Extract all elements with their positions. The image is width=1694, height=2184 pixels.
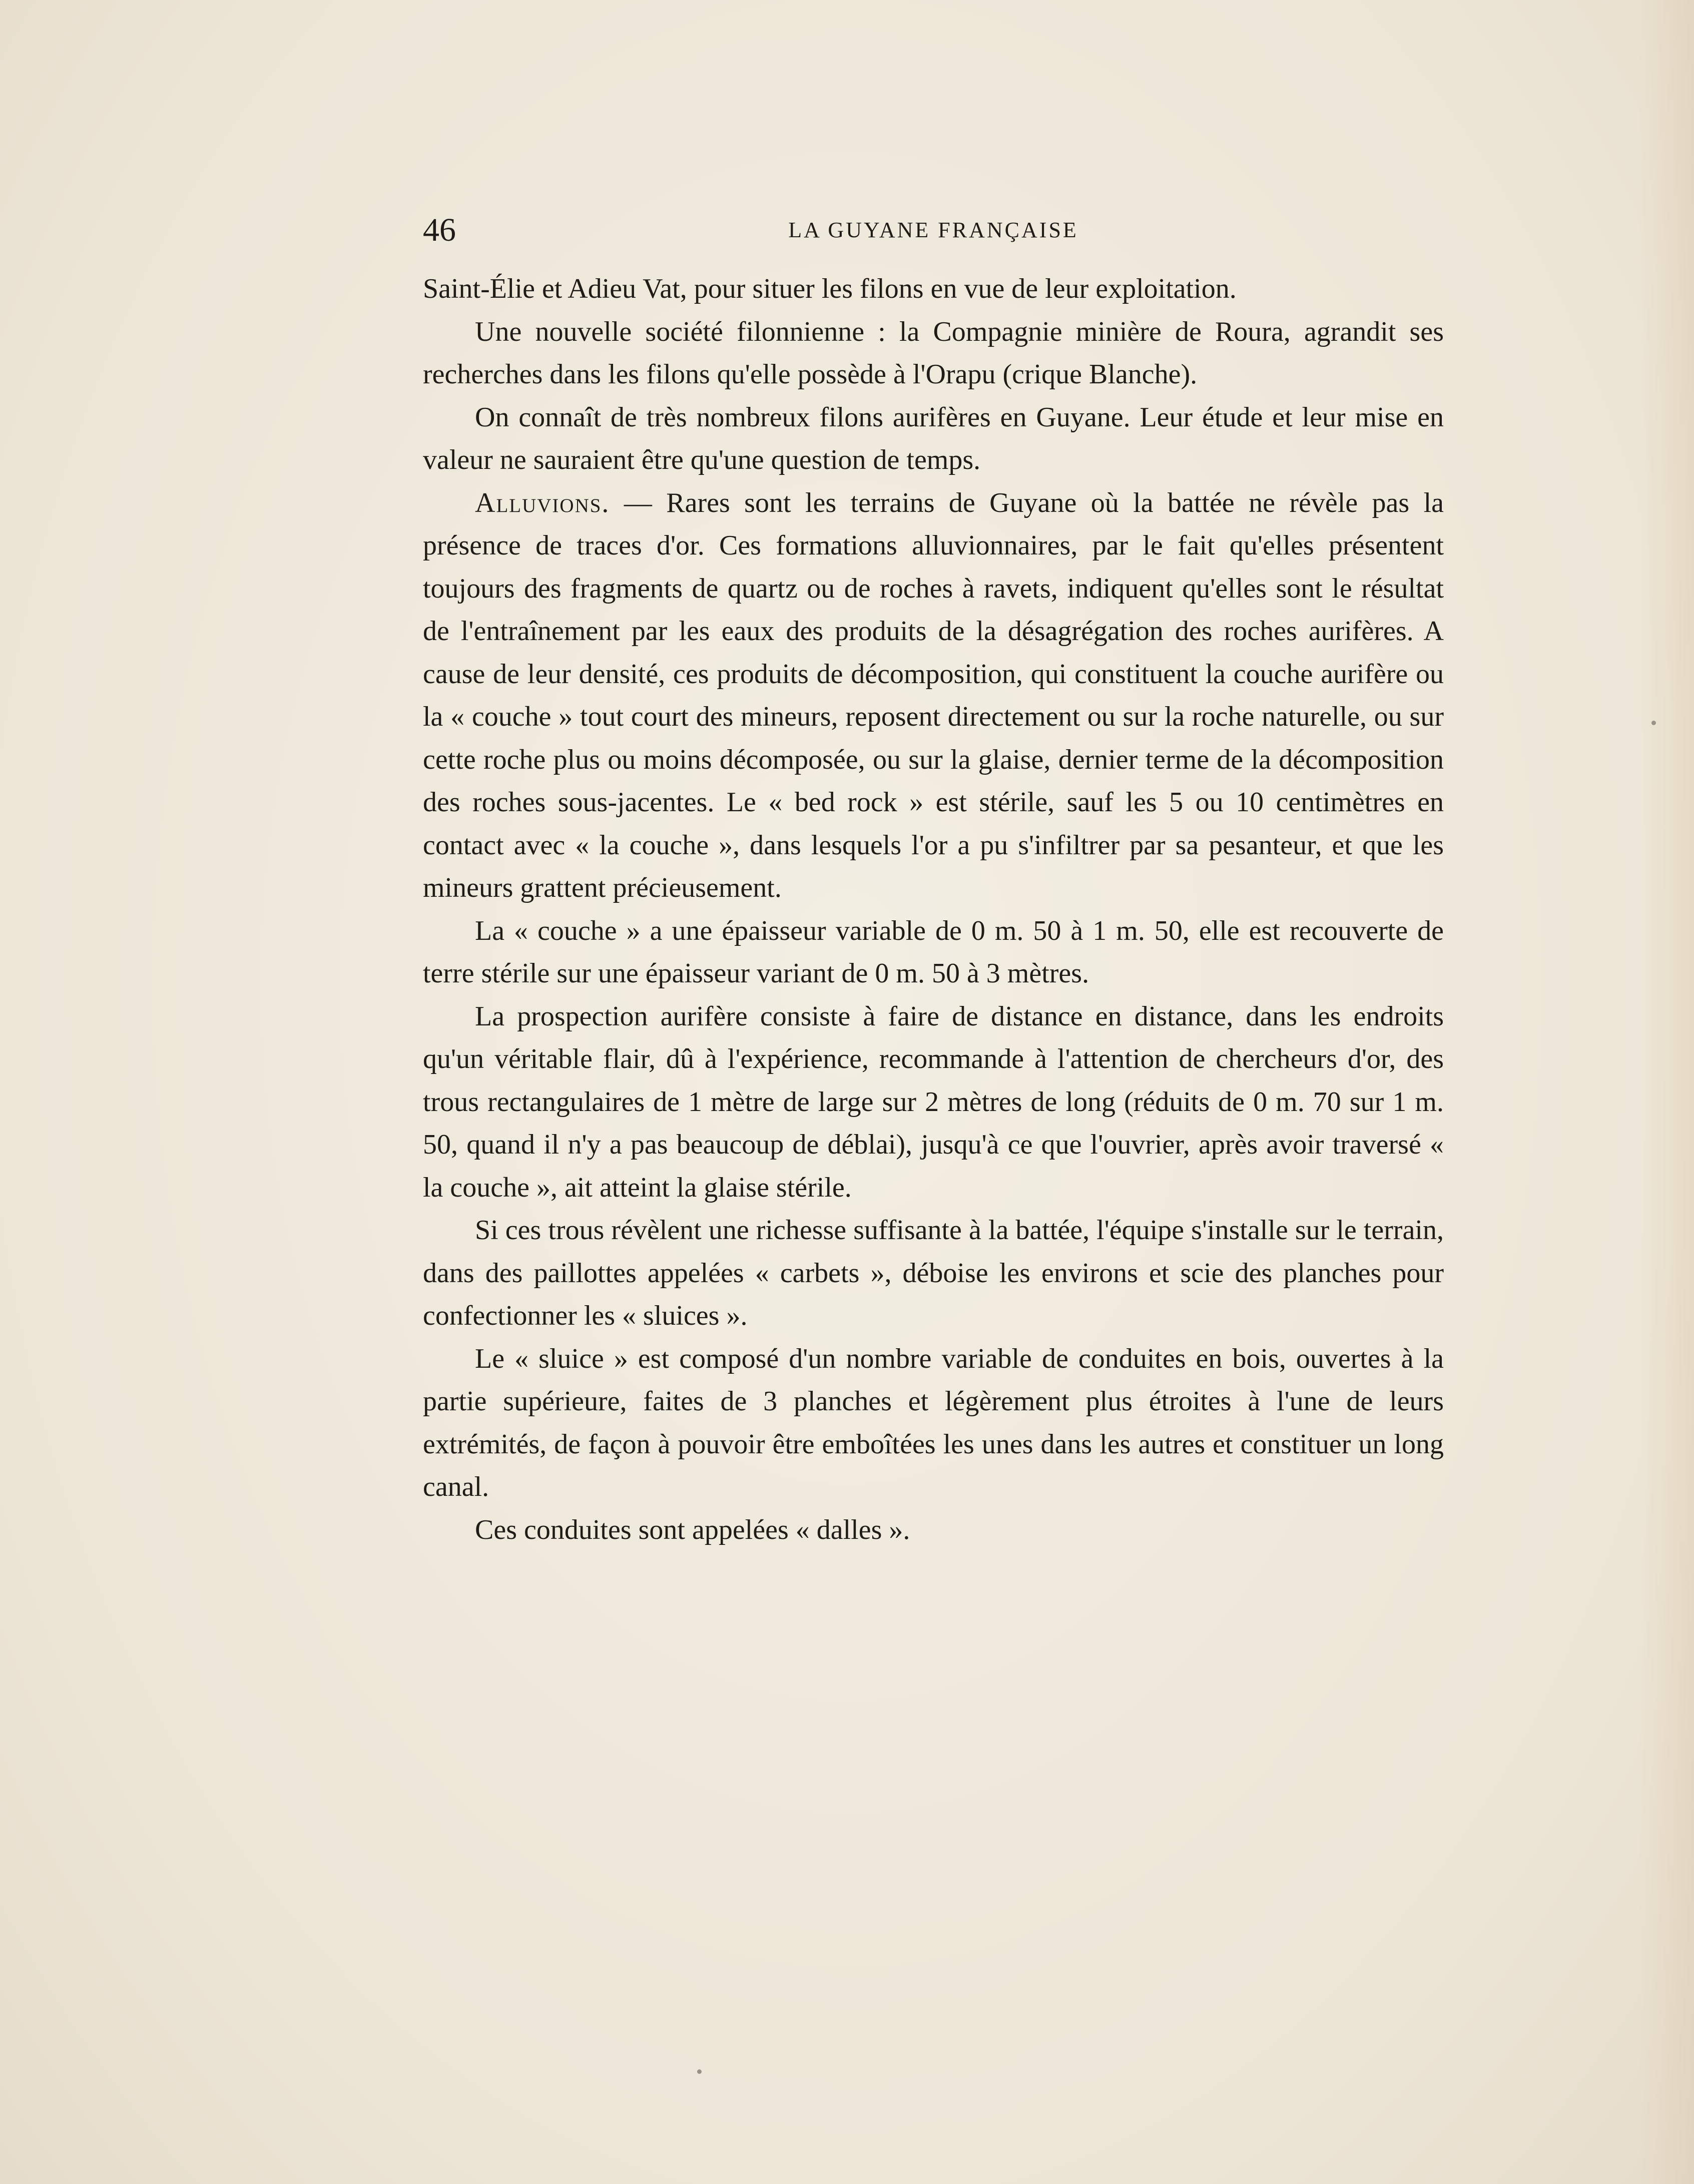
paragraph-dalles: Ces conduites sont appelées « dalles ».: [475, 1514, 910, 1545]
page-edge-shadow: [1639, 0, 1694, 2184]
body-text: [423, 268, 1444, 1551]
paragraph-carbets: Si ces trous révèlent une richesse suffisante à la battée, l'équipe s'installe sur le terrain, dans des paillottes appelées « carbets », déboise les environs et scie des planches pour confectionner les « sluices ».: [423, 1215, 1444, 1331]
running-title: LA GUYANE FRANÇAISE: [788, 218, 1078, 242]
paper-speck: [1651, 721, 1656, 725]
page-number: 46: [423, 212, 456, 248]
paragraph-compagnie-roura: Une nouvelle société filonnienne : la Compagnie minière de Roura, agrandit ses recherches dans les filons qu'elle possède à l'Orapu (crique Blanche).: [423, 316, 1444, 390]
paragraph-sluice: Le « sluice » est composé d'un nombre variable de conduites en bois, ouvertes à la partie supérieure, faites de 3 planches et légèrement plus étroites à l'une de leurs extrémités, de façon à pouvoir être emboîtées les unes dans les autres et constituer un long canal.: [423, 1343, 1444, 1502]
paragraph-prospection: La prospection aurifère consiste à faire de distance en distance, dans les endroits qu'un véritable flair, dû à l'expérience, recommande à l'attention de chercheurs d'or, des trous rectangulaires de 1 mètre de large sur 2 mètres de long (réduits de 0 m. 70 sur 1 m. 50, quand il n'y a pas beaucoup de déblai), jusqu'à ce que l'ouvrier, après avoir traversé « la couche », ait atteint la glaise stérile.: [423, 1000, 1444, 1203]
paper-speck: [697, 2069, 702, 2074]
paragraph-filons: On connaît de très nombreux filons aurifères en Guyane. Leur étude et leur mise en valeur ne sauraient être qu'une question de temps.: [423, 401, 1444, 475]
paragraph-alluvions: [423, 482, 1444, 910]
paragraph-alluvions-text: — Rares sont les terrains de Guyane où la battée ne révèle pas la présence de traces d'or. Ces formations alluvionnaires, par le fait qu'elles présentent toujours des fragments de quartz ou de roches à ravets, indiquent qu'elles sont le résultat de l'entraînement par les eaux des produits de la désagrégation des roches aurifères. A cause de leur densité, ces produits de décomposition, qui constituent la couche aurifère ou la « couche » tout court des mineurs, reposent directement ou sur la roche naturelle, ou sur cette roche plus ou moins décomposée, ou sur la glaise, dernier terme de la décomposition des roches sous-jacentes. Le « bed rock » est stérile, sauf les 5 ou 10 centimètres en contact avec « la couche », dans lesquels l'or a pu s'infiltrer par sa pesanteur, et que les mineurs grattent précieusement.: [423, 487, 1444, 903]
paragraph-couche: La « couche » a une épaisseur variable de 0 m. 50 à 1 m. 50, elle est recouverte de terre stérile sur une épaisseur variant de 0 m. 50 à 3 mètres.: [423, 915, 1444, 989]
paragraph-continuation: Saint-Élie et Adieu Vat, pour situer les filons en vue de leur exploitation.: [423, 273, 1237, 304]
running-head: [423, 208, 1444, 253]
section-heading-alluvions: Alluvions.: [475, 487, 610, 518]
